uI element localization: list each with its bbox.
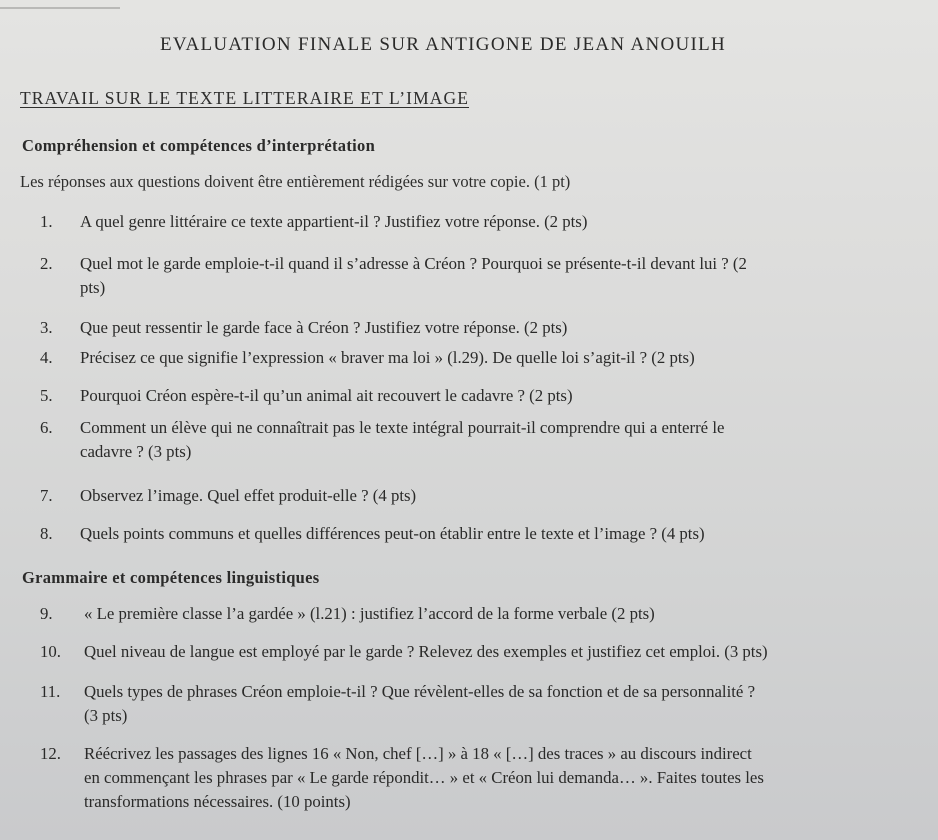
question-10	[40, 640, 920, 664]
question-text: Quel mot le garde emploie-t-il quand il s’adresse à Créon ? Pourquoi se présente-t-il devant lui ? (2	[80, 254, 747, 273]
question-7	[40, 484, 920, 508]
question-text: A quel genre littéraire ce texte appartient-il ? Justifiez votre réponse. (2 pts)	[80, 212, 588, 231]
question-text-continued: transformations nécessaires. (10 points)	[84, 792, 351, 811]
question-number: 5.	[40, 386, 53, 405]
instructions-text: Les réponses aux questions doivent être entièrement rédigées sur votre copie. (1 pt)	[20, 172, 571, 191]
question-number: 7.	[40, 486, 53, 505]
question-number: 9.	[40, 604, 53, 623]
question-text-continued: (3 pts)	[84, 706, 128, 725]
question-number: 1.	[40, 212, 53, 231]
question-number: 11.	[40, 682, 61, 701]
question-text: Comment un élève qui ne connaîtrait pas le texte intégral pourrait-il comprendre qui a enterré le	[80, 418, 725, 437]
question-number: 4.	[40, 348, 53, 367]
comprehension-heading: Compréhension et compétences d’interprétation	[22, 136, 376, 155]
question-1	[40, 210, 920, 234]
question-11	[40, 680, 920, 728]
question-text: Quels types de phrases Créon emploie-t-il ? Que révèlent-elles de sa fonction et de sa personnalité ?	[84, 682, 756, 701]
question-number: 3.	[40, 318, 53, 337]
question-3	[40, 316, 920, 340]
paper-edge-line	[0, 7, 120, 9]
question-2	[40, 252, 920, 300]
question-text-continued: en commençant les phrases par « Le garde répondit… » et « Créon lui demanda… ». Faites toutes les	[84, 768, 764, 787]
question-5	[40, 384, 920, 408]
question-text: Quels points communs et quelles différences peut-on établir entre le texte et l’image ? (4 pts)	[80, 524, 705, 543]
question-9	[40, 602, 920, 626]
question-text: Observez l’image. Quel effet produit-elle ? (4 pts)	[80, 486, 417, 505]
question-text-continued: cadavre ? (3 pts)	[80, 442, 192, 461]
question-text-continued: pts)	[80, 278, 106, 297]
question-text: Précisez ce que signifie l’expression « braver ma loi » (l.29). De quelle loi s’agit-il ? (2 pts)	[80, 348, 695, 367]
question-number: 2.	[40, 254, 53, 273]
question-text: Réécrivez les passages des lignes 16 « Non, chef […] » à 18 « […] des traces » au discours indirect	[84, 744, 752, 763]
question-text: Pourquoi Créon espère-t-il qu’un animal ait recouvert le cadavre ? (2 pts)	[80, 386, 573, 405]
question-text: « Le première classe l’a gardée » (l.21) : justifiez l’accord de la forme verbale (2 pts)	[84, 604, 655, 623]
grammar-heading: Grammaire et compétences linguistiques	[22, 568, 320, 587]
question-12	[40, 742, 920, 814]
question-number: 6.	[40, 418, 53, 437]
section-title: TRAVAIL SUR LE TEXTE LITTERAIRE ET L’IMAGE	[20, 88, 469, 108]
question-number: 10.	[40, 642, 61, 661]
question-number: 8.	[40, 524, 53, 543]
page-title: EVALUATION FINALE SUR ANTIGONE DE JEAN ANOUILH	[160, 34, 727, 55]
question-8	[40, 522, 920, 546]
question-4	[40, 346, 920, 370]
question-number: 12.	[40, 744, 61, 763]
question-text: Quel niveau de langue est employé par le garde ? Relevez des exemples et justifiez cet emploi. (3 pts)	[84, 642, 768, 661]
question-6	[40, 416, 920, 464]
question-text: Que peut ressentir le garde face à Créon ? Justifiez votre réponse. (2 pts)	[80, 318, 568, 337]
